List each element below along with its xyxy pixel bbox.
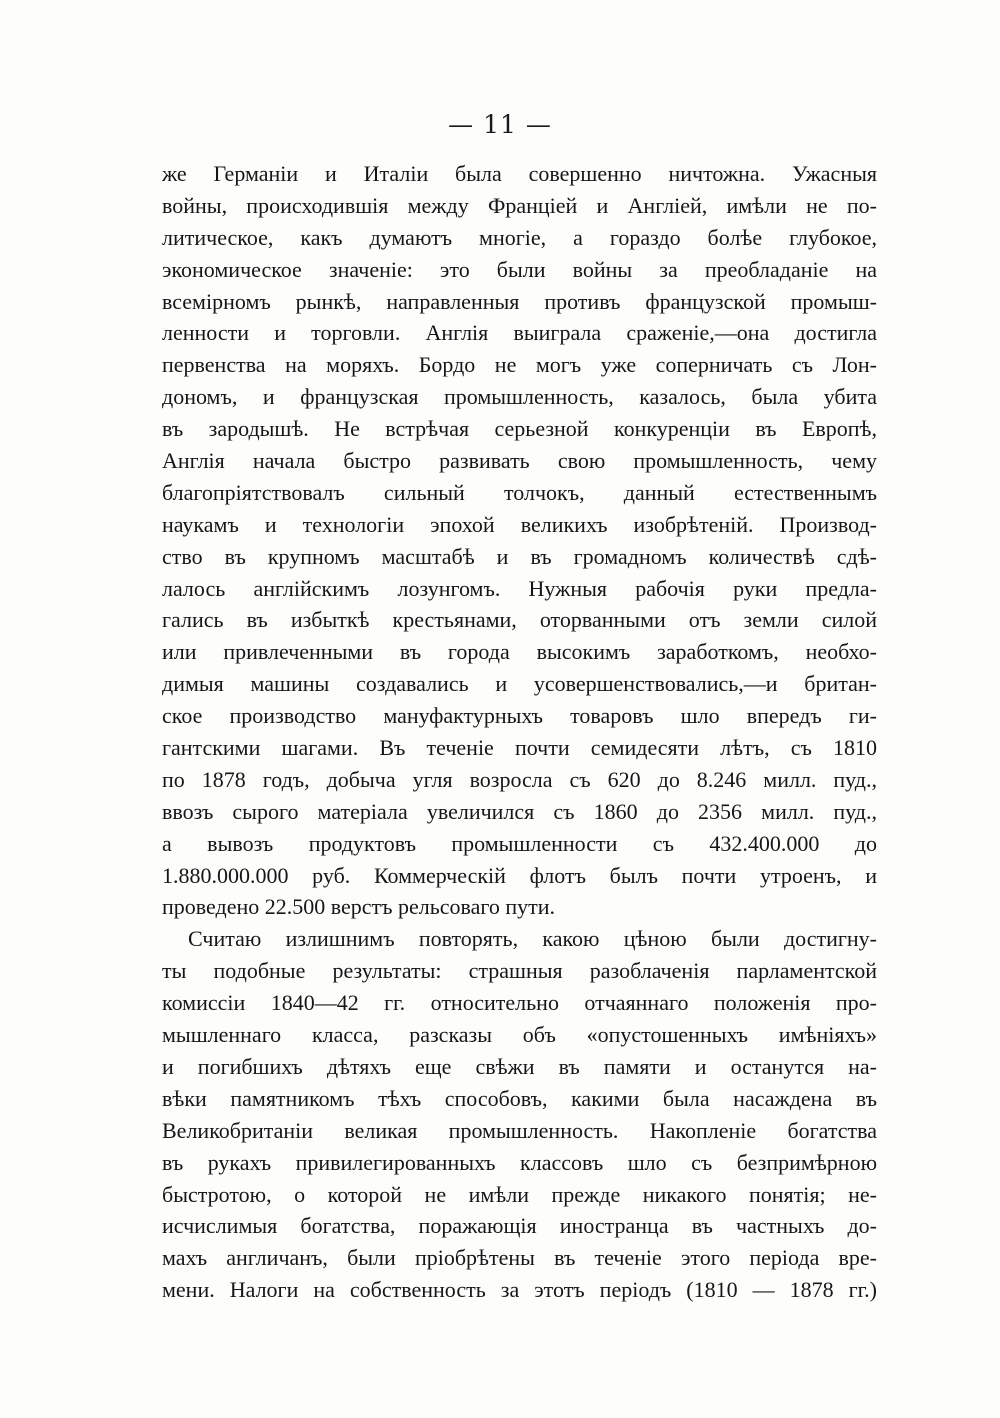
text-line: мышленнаго класса, разсказы объ «опустошенныхъ имѣніяхъ» <box>162 1022 877 1048</box>
text-line: махъ англичанъ, были пріобрѣтены въ теченіе этого періода вре- <box>162 1245 877 1271</box>
text-line: ты подобные результаты: страшныя разоблаченія парламентской <box>162 958 877 984</box>
text-line: всемірномъ рынкѣ, направленныя противъ французской промыш- <box>162 288 877 314</box>
text-line: ское производство мануфактурныхъ товаровъ шло впередъ ги- <box>162 703 877 729</box>
text-line: въ зародышѣ. Не встрѣчая серьезной конкуренціи въ Европѣ, <box>162 416 877 442</box>
text-line: наукамъ и технологіи эпохой великихъ изобрѣтеній. Производ- <box>162 511 877 537</box>
text-line: дономъ, и французская промышленность, казалось, была убита <box>162 384 877 410</box>
text-line: ленности и торговли. Англія выиграла сраженіе,—она достигла <box>162 320 877 346</box>
page-number: — 11 — <box>448 110 552 139</box>
text-line: первенства на моряхъ. Бордо не могъ уже соперничать съ Лон- <box>162 352 877 378</box>
text-line: Великобританіи великая промышленность. Накопленіе богатства <box>162 1117 877 1143</box>
text-line: Считаю излишнимъ повторять, какою цѣною были достигну- <box>188 926 877 952</box>
text-line: проведено 22.500 верстъ рельсоваго пути. <box>162 894 556 920</box>
text-line: 1.880.000.000 руб. Коммерческій флотъ былъ почти утроенъ, и <box>162 862 877 888</box>
text-line: благопріятствовалъ сильный толчокъ, данный естественнымъ <box>162 479 877 505</box>
text-line: экономическое значеніе: это были войны за преобладаніе на <box>162 256 877 282</box>
text-line: а вывозъ продуктовъ промышленности съ 432.400.000 до <box>162 830 877 856</box>
text-line: и погибшихъ дѣтяхъ еще свѣжи въ памяти и останутся на- <box>162 1053 877 1079</box>
text-line: ство въ крупномъ масштабѣ и въ громадномъ количествѣ сдѣ- <box>162 543 877 569</box>
text-line: въ рукахъ привилегированныхъ классовъ шло съ безпримѣрною <box>162 1149 877 1175</box>
body-text <box>162 158 877 1306</box>
text-line: исчислимыя богатства, поражающія иностранца въ частныхъ до- <box>162 1213 877 1239</box>
text-line: литическое, какъ думаютъ многіе, а гораздо болѣе глубокое, <box>162 224 877 250</box>
text-line: быстротою, о которой не имѣли прежде никакого понятія; не- <box>162 1181 877 1207</box>
text-line: же Германіи и Италіи была совершенно ничтожна. Ужасныя <box>162 161 877 186</box>
text-line: Англія начала быстро развивать свою промышленность, чему <box>162 448 877 474</box>
text-line: вѣки памятникомъ тѣхъ способовъ, какими была насаждена въ <box>162 1085 877 1111</box>
text-line: лалось англійскимъ лозунгомъ. Нужныя рабочія руки предла- <box>162 575 877 601</box>
text-line: гались въ избыткѣ крестьянами, оторванными отъ земли силой <box>162 607 877 633</box>
text-line: или привлеченными въ города высокимъ заработкомъ, необхо- <box>162 639 877 665</box>
text-line: димыя машины создавались и усовершенствовались,—и британ- <box>162 671 877 697</box>
text-line: по 1878 годъ, добыча угля возросла съ 620 до 8.246 милл. пуд., <box>162 766 877 792</box>
text-line: ввозъ сырого матеріала увеличился съ 1860 до 2356 милл. пуд., <box>162 798 877 824</box>
text-line: комиссіи 1840—42 гг. относительно отчаяннаго положенія про- <box>162 990 877 1016</box>
text-line: мени. Налоги на собственность за этотъ періодъ (1810 — 1878 гг.) <box>162 1277 877 1303</box>
text-line: гантскими шагами. Въ теченіе почти семидесяти лѣтъ, съ 1810 <box>162 735 877 761</box>
text-line: войны, происходившія между Франціей и Англіей, имѣли не по- <box>162 192 877 218</box>
